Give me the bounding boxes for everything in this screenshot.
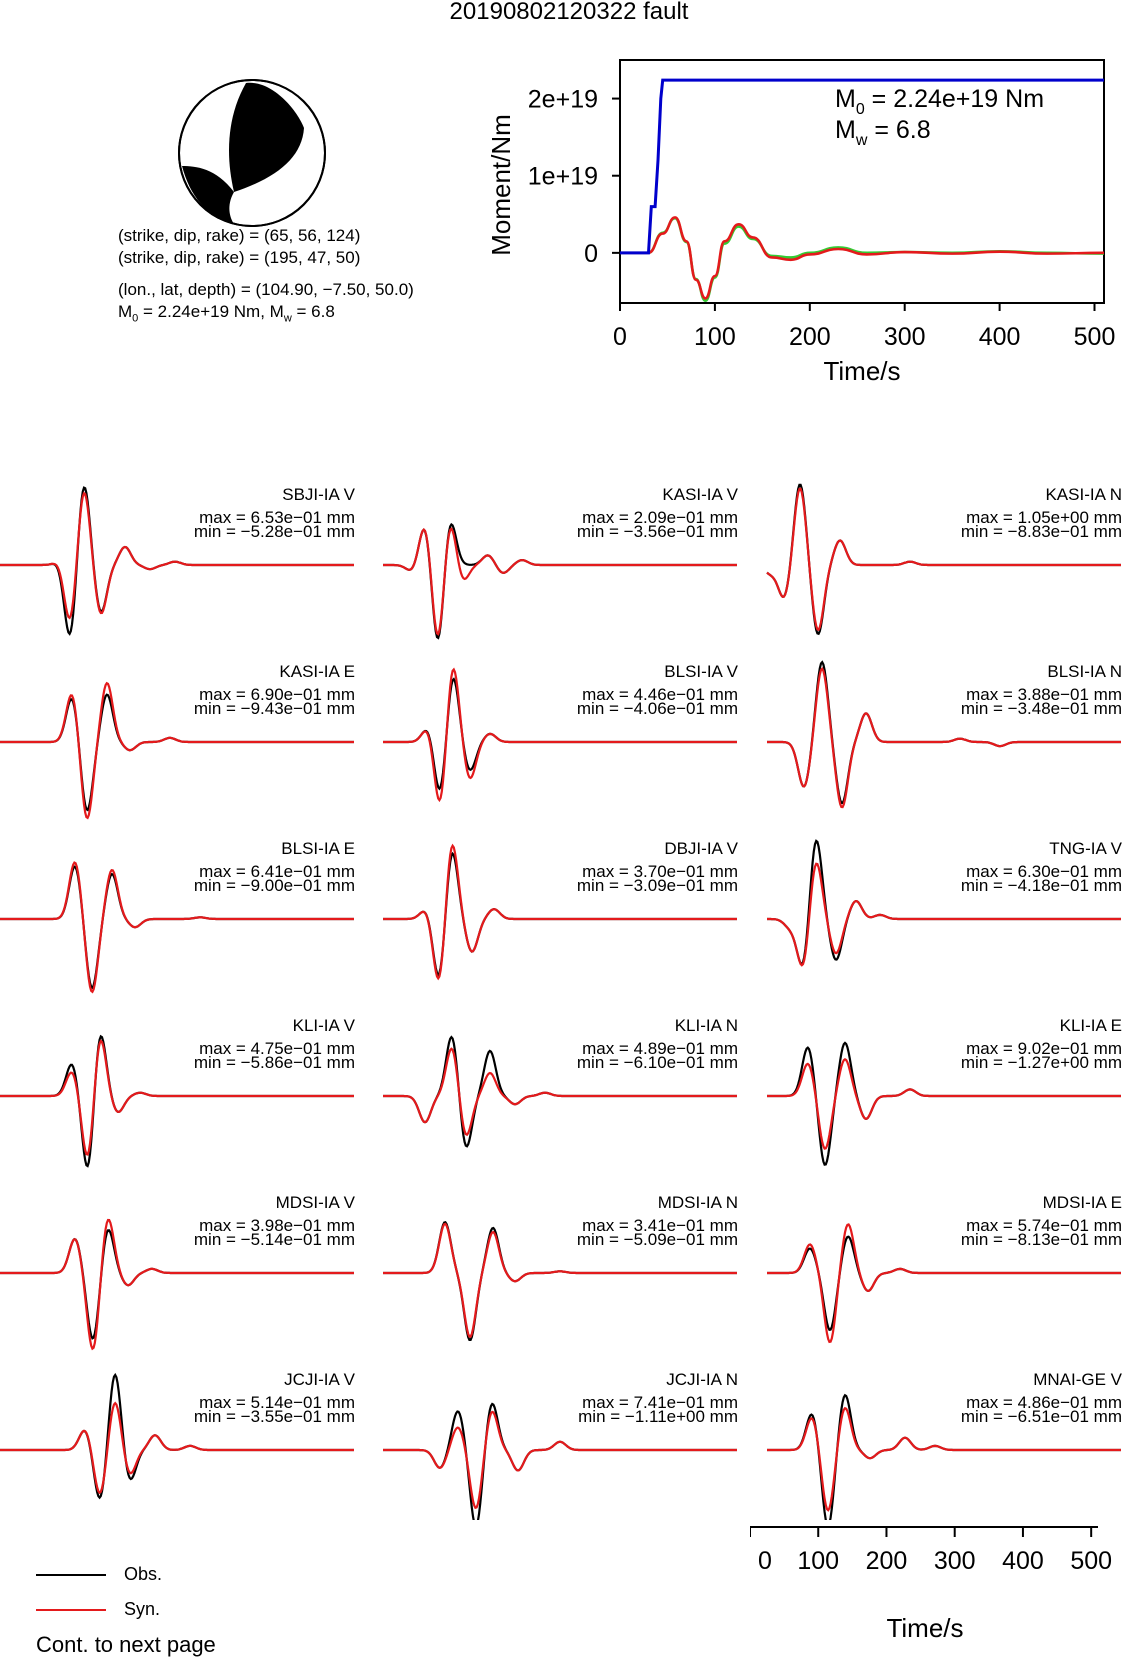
min-amplitude-label: min = −9.00e−01 mm xyxy=(193,876,355,895)
min-amplitude-label: min = −9.43e−01 mm xyxy=(193,699,355,718)
bottom-xtick-label: 0 xyxy=(758,1547,772,1575)
stf-mw-annotation: $M_w = 6.8$ xyxy=(835,116,931,149)
min-amplitude-label: min = −8.83e−01 mm xyxy=(960,522,1122,541)
observed-waveform xyxy=(767,662,1121,803)
trace-blsi-ia-e xyxy=(0,839,355,992)
observed-waveform xyxy=(767,841,1121,964)
legend-syn-line xyxy=(36,1609,106,1611)
trace-kasi-ia-n xyxy=(767,485,1122,634)
min-amplitude-label: min = −6.51e−01 mm xyxy=(960,1407,1122,1426)
max-amplitude-label: max = 3.88e−01 mm xyxy=(966,685,1122,704)
moment-magnitude-line: $M_0 = 2.24e+19$ Nm, $M_w = 6.8$ xyxy=(118,302,335,325)
stf-xtick-label: 0 xyxy=(613,323,627,351)
min-amplitude-label: min = −5.14e−01 mm xyxy=(193,1230,355,1249)
station-label: JCJI-IA N xyxy=(666,1370,738,1389)
stf-xlabel: Time/s xyxy=(823,356,901,386)
station-label: KLI-IA N xyxy=(674,1016,738,1035)
min-amplitude-label: min = −3.09e−01 mm xyxy=(576,876,738,895)
bottom-xtick-label: 100 xyxy=(797,1547,840,1575)
stf-xtick-label: 500 xyxy=(1073,323,1116,351)
bottom-xlabel: Time/s xyxy=(886,1613,964,1643)
min-amplitude-label: min = −1.27e+00 mm xyxy=(960,1053,1122,1072)
max-amplitude-label: max = 3.41e−01 mm xyxy=(582,1216,738,1235)
min-amplitude-label: min = −3.56e−01 mm xyxy=(576,522,738,541)
max-amplitude-label: max = 3.98e−01 mm xyxy=(199,1216,355,1235)
station-label: MDSI-IA E xyxy=(1042,1193,1122,1212)
min-amplitude-label: min = −4.18e−01 mm xyxy=(960,876,1122,895)
trace-blsi-ia-v xyxy=(383,662,739,800)
station-label: KLI-IA E xyxy=(1059,1016,1122,1035)
max-amplitude-label: max = 6.53e−01 mm xyxy=(199,508,355,527)
station-label: JCJI-IA V xyxy=(284,1370,355,1389)
trace-kasi-ia-e xyxy=(0,662,355,818)
bottom-time-axis xyxy=(750,1525,1138,1660)
stf-series-1 xyxy=(620,217,1104,298)
min-amplitude-label: min = −5.86e−01 mm xyxy=(193,1053,355,1072)
max-amplitude-label: max = 3.70e−01 mm xyxy=(582,862,738,881)
legend-syn-label: Syn. xyxy=(124,1599,161,1619)
bottom-xtick-label: 200 xyxy=(865,1547,908,1575)
min-amplitude-label: min = −3.48e−01 mm xyxy=(960,699,1122,718)
continuation-note: Cont. to next page xyxy=(36,1632,216,1657)
stf-ytick-label: 1e+19 xyxy=(527,162,598,191)
max-amplitude-label: max = 1.05e+00 mm xyxy=(966,508,1122,527)
synthetic-waveform xyxy=(767,1059,1121,1148)
page-title: 20190802120322 fault xyxy=(449,0,689,25)
hypocenter-location: (lon., lat, depth) = (104.90, −7.50, 50.0) xyxy=(118,280,414,299)
stf-series-2 xyxy=(620,218,1104,301)
station-label: DBJI-IA V xyxy=(664,839,738,858)
max-amplitude-label: max = 5.74e−01 mm xyxy=(966,1216,1122,1235)
station-label: KASI-IA V xyxy=(662,485,738,504)
trace-mnai-ge-v xyxy=(767,1370,1123,1520)
max-amplitude-label: max = 2.09e−01 mm xyxy=(582,508,738,527)
trace-kli-ia-v xyxy=(0,1016,356,1166)
trace-blsi-ia-n xyxy=(767,662,1122,807)
trace-jcji-ia-n xyxy=(383,1370,738,1520)
nodal-plane-2: (strike, dip, rake) = (195, 47, 50) xyxy=(118,248,361,267)
stf-xtick-label: 100 xyxy=(694,323,736,351)
station-label: MDSI-IA V xyxy=(275,1193,355,1212)
max-amplitude-label: max = 7.41e−01 mm xyxy=(582,1393,738,1412)
legend-obs-line xyxy=(36,1574,106,1576)
trace-kasi-ia-v xyxy=(383,485,739,638)
stf-ylabel: Moment/Nm xyxy=(486,114,516,256)
max-amplitude-label: max = 6.41e−01 mm xyxy=(199,862,355,881)
nodal-plane-1: (strike, dip, rake) = (65, 56, 124) xyxy=(118,226,361,245)
station-label: KASI-IA E xyxy=(279,662,355,681)
bottom-xtick-label: 300 xyxy=(933,1547,976,1575)
stf-m0-annotation: $M_0 = 2.24e+19$ Nm xyxy=(835,85,1045,118)
max-amplitude-label: max = 5.14e−01 mm xyxy=(199,1393,355,1412)
max-amplitude-label: max = 9.02e−01 mm xyxy=(966,1039,1122,1058)
stf-xtick-label: 300 xyxy=(883,323,926,351)
observed-waveform xyxy=(383,525,737,638)
beachball-diagram xyxy=(176,78,328,228)
stf-xtick-label: 200 xyxy=(788,323,831,351)
trace-dbji-ia-v xyxy=(383,839,739,978)
stf-ytick-label: 0 xyxy=(584,239,598,268)
station-label: MNAI-GE V xyxy=(1033,1370,1122,1389)
max-amplitude-label: max = 6.90e−01 mm xyxy=(199,685,355,704)
max-amplitude-label: max = 4.46e−01 mm xyxy=(582,685,738,704)
trace-mdsi-ia-v xyxy=(0,1193,356,1349)
min-amplitude-label: min = −6.10e−01 mm xyxy=(576,1053,738,1072)
trace-mdsi-ia-e xyxy=(767,1193,1122,1342)
min-amplitude-label: min = −1.11e+00 mm xyxy=(578,1407,738,1426)
max-amplitude-label: max = 6.30e−01 mm xyxy=(966,862,1122,881)
trace-kli-ia-n xyxy=(383,1016,738,1146)
max-amplitude-label: max = 4.89e−01 mm xyxy=(582,1039,738,1058)
station-label: KASI-IA N xyxy=(1045,485,1122,504)
station-label: BLSI-IA N xyxy=(1047,662,1122,681)
min-amplitude-label: min = −5.09e−01 mm xyxy=(576,1230,738,1249)
min-amplitude-label: min = −5.28e−01 mm xyxy=(193,522,355,541)
synthetic-waveform xyxy=(383,529,737,634)
trace-mdsi-ia-n xyxy=(383,1193,738,1340)
min-amplitude-label: min = −8.13e−01 mm xyxy=(960,1230,1122,1249)
stf-xtick-label: 400 xyxy=(978,323,1021,351)
waveform-grid xyxy=(0,460,1138,1520)
station-label: KLI-IA V xyxy=(292,1016,355,1035)
station-label: BLSI-IA V xyxy=(664,662,738,681)
max-amplitude-label: max = 4.86e−01 mm xyxy=(966,1393,1122,1412)
legend-obs-label: Obs. xyxy=(124,1564,163,1584)
stf-ytick-label: 2e+19 xyxy=(527,85,598,114)
max-amplitude-label: max = 4.75e−01 mm xyxy=(199,1039,355,1058)
trace-kli-ia-e xyxy=(767,1016,1122,1165)
min-amplitude-label: min = −4.06e−01 mm xyxy=(576,699,738,718)
station-label: SBJI-IA V xyxy=(282,485,355,504)
synthetic-waveform xyxy=(383,1412,737,1508)
station-label: BLSI-IA E xyxy=(281,839,355,858)
station-label: TNG-IA V xyxy=(1049,839,1122,858)
moment-function-chart xyxy=(480,40,1130,400)
min-amplitude-label: min = −3.55e−01 mm xyxy=(193,1407,355,1426)
bottom-xtick-label: 500 xyxy=(1070,1547,1113,1575)
trace-jcji-ia-v xyxy=(0,1370,356,1498)
trace-sbji-ia-v xyxy=(0,485,356,634)
station-label: MDSI-IA N xyxy=(657,1193,738,1212)
trace-tng-ia-v xyxy=(767,839,1123,965)
bottom-xtick-label: 400 xyxy=(1002,1547,1044,1575)
